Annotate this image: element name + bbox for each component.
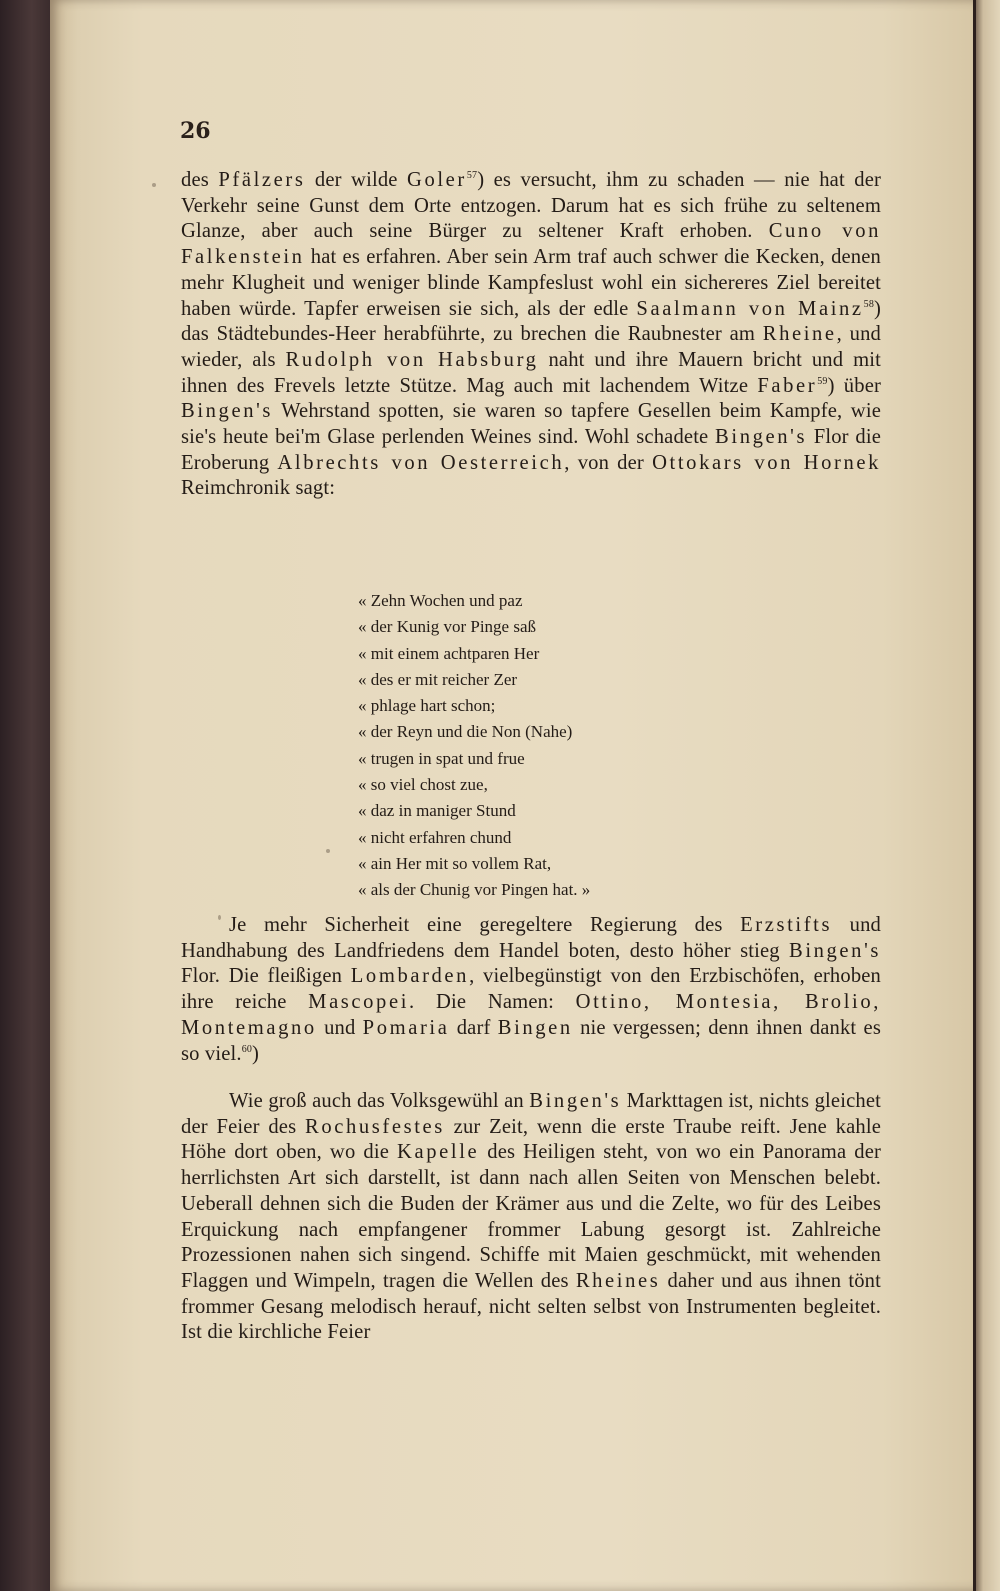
emphasis: Lombarden: [350, 965, 470, 988]
verse-line: « des er mit reicher Zer: [358, 669, 518, 689]
emphasis: Bingen: [497, 1016, 573, 1039]
footnote-ref: 59: [817, 375, 828, 387]
ink-spot: [152, 183, 156, 187]
page-gutter: [973, 0, 976, 1591]
emphasis: Bingen's: [181, 400, 274, 423]
verse-line: « als der Chunig vor Pingen hat. »: [358, 880, 591, 900]
footnote-ref: 58: [863, 298, 874, 310]
emphasis: Pfälzers: [218, 169, 306, 191]
verse-line: « nicht erfahren chund: [358, 827, 512, 847]
emphasis: Saalmann von Mainz: [636, 297, 864, 320]
emphasis: Pomaria: [362, 1016, 450, 1039]
emphasis: Faber: [757, 374, 818, 397]
verse-line: « trugen in spat und frue: [358, 748, 525, 768]
verse-line: « der Kunig vor Pinge saß: [358, 617, 537, 637]
emphasis: Albrechts von Oesterreich: [277, 451, 565, 474]
emphasis: Cuno von Falkenstein: [181, 220, 881, 269]
emphasis: Rudolph von Habsburg: [285, 348, 539, 371]
emphasis: Mascopei: [308, 991, 410, 1014]
emphasis: Ottokars von Hornek: [652, 451, 882, 474]
page-number: 26: [180, 118, 211, 144]
emphasis: Rheines: [575, 1269, 661, 1292]
footnote-ref: 57: [466, 170, 478, 182]
paragraph-2: Je mehr Sicherheit eine geregeltere Regierung des Erzstifts und Handhabung des Landfriedens dem Handel boten, desto höher stieg Bingen's Flor. Die fleißigen Lombarden, vielbegünstigt von den Erzbischöfen, erhoben ihre reiche Mascopei. Die Namen: Ottino, Montesia, Brolio, Montemagno und Pomaria darf Bingen nie vergessen; denn ihnen dankt es so viel.$^{60}$): [181, 914, 882, 1065]
emphasis: Kapelle: [397, 1141, 480, 1164]
verse-line: « Zehn Wochen und paz: [358, 591, 523, 610]
facing-page-edge: [974, 0, 1000, 1591]
emphasis: Goler: [406, 169, 467, 191]
verse-line: « der Reyn und die Non (Nahe): [358, 722, 573, 742]
verse-line: « mit einem achtparen Her: [358, 643, 540, 663]
emphasis: Bingen's: [529, 1090, 622, 1112]
verse-line: « daz in maniger Stund: [358, 801, 516, 821]
emphasis: Bingen's: [788, 939, 881, 962]
emphasis: Rheine: [762, 323, 837, 346]
footnote-ref: 60: [241, 1043, 253, 1055]
verse-line: « so viel chost zue,: [358, 775, 488, 795]
verse-quotation: [358, 588, 590, 904]
paragraph-3: Wie groß auch das Volksgewühl an Bingen's Markttagen ist, nichts gleichet der Feier des Rochusfestes zur Zeit, wenn die erste Traube reift. Jene kahle Höhe dort oben, wo die Kapelle des Heiligen steht, von wo ein Panorama der herrlichsten Art sich darstellt, ist dann nach allen Seiten von Menschen belebt. Ueberall dehnen sich die Buden der Krämer aus und die Zelte, wo für des Leibes Erquickung nach empfangener frommer Labung gesorgt ist. Zahlreiche Prozessionen nahen sich singend. Schiffe mit Maien geschmückt, mit wehenden Flaggen und Wimpeln, tragen die Wellen des Rheines daher und aus ihnen tönt frommer Gesang melodisch herauf, nicht selten selbst von Instrumenten begleitet. Ist die kirchliche Feier: [181, 1090, 882, 1344]
paragraph-1: des Pfälzers der wilde Goler$^{57}$) es versucht, ihm zu schaden — nie hat der Verkehr seine Gunst dem Orte entzogen. Darum hat es sich frühe zu seltenem Glanze, aber auch seine Bürger zu seltener Kraft erhoben. Cuno von Falkenstein hat es erfahren. Aber sein Arm traf auch schwer die Kecken, denen mehr Klugheit und weniger blinde Kampfeslust wohl ein sichereres Ziel bereitet haben würde. Tapfer erweisen sie sich, als der edle Saalmann von Mainz$^{58}$) das Städtebundes-Heer herabführte, zu brechen die Raubnester am Rheine, und wieder, als Rudolph von Habsburg naht und ihre Mauern bricht und mit ihnen des Frevels letzte Stütze. Mag auch mit lachendem Witze Faber$^{59}$) über Bingen's Wehrstand spotten, sie waren so tapfere Gesellen beim Kampfe, wie sie's heute bei'm Glase perlenden Weines sind. Wohl schadete Bingen's Flor die Eroberung Albrechts von Oesterreich, von der Ottokars von Hornek Reimchronik sagt:: [181, 169, 882, 500]
emphasis: Bingen's: [715, 426, 808, 449]
verse-line: « ain Her mit so vollem Rat,: [358, 853, 552, 873]
verse-line: « phlage hart schon;: [358, 696, 496, 716]
ink-spot: [326, 849, 330, 853]
emphasis: Ottino, Montesia, Brolio, Montemagno: [181, 991, 881, 1039]
emphasis: Rochusfestes: [305, 1115, 445, 1138]
emphasis: Erzstifts: [740, 914, 833, 936]
